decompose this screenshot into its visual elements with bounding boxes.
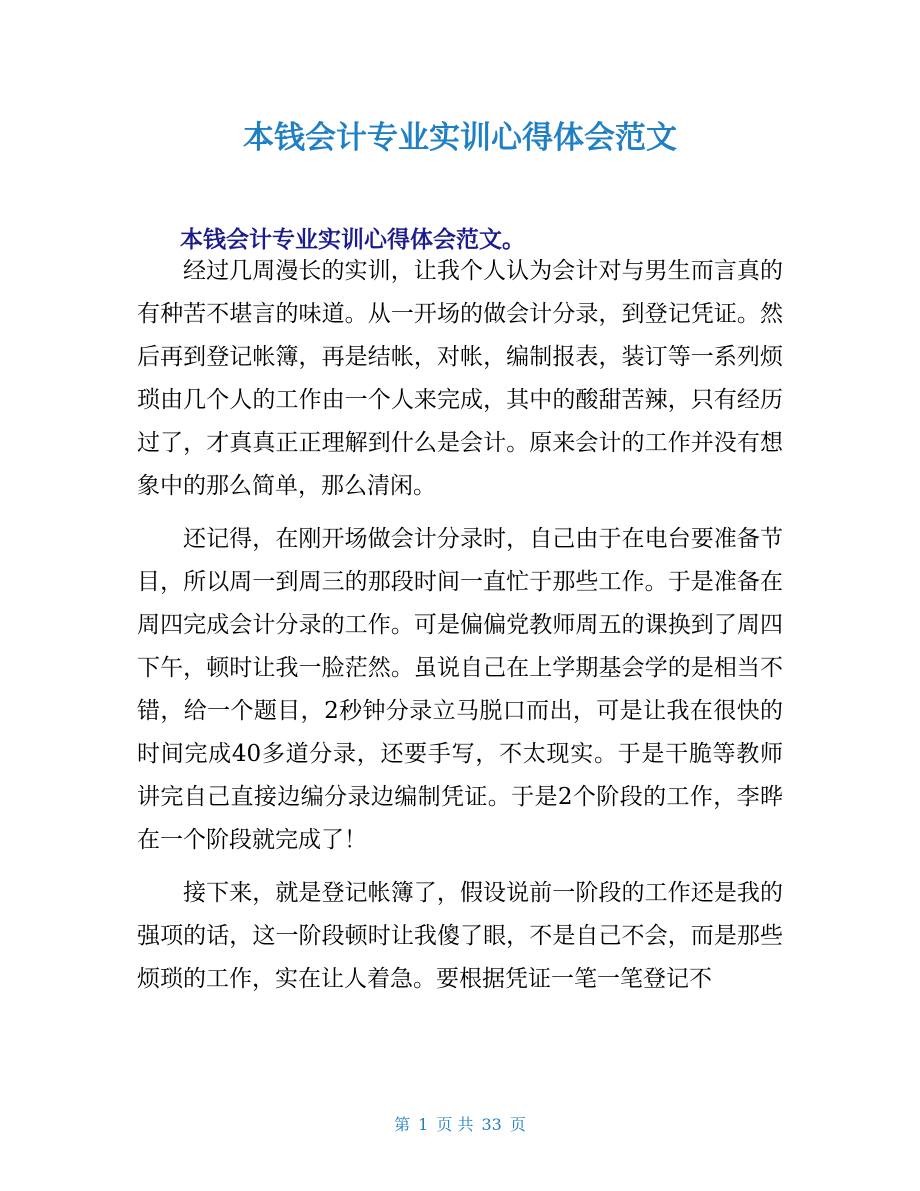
total-pages-number: 33 [481,1115,502,1134]
paragraph-3: 接下来，就是登记帐簿了，假设说前一阶段的工作还是我的强项的话，这一阶段顿时让我傻了眼，不是自己不会，而是那些烦琐的工作，实在让人着急。要根据凭证一笔一笔登记不 [137,880,783,992]
page-label-prefix: 第 [394,1115,411,1134]
paragraph-1: 经过几周漫长的实训，让我个人认为会计对与男生而言真的有种苦不堪言的味道。从一开场的做会计分录，到登记凭证。然后再到登记帐簿，再是结帐，对帐，编制报表，装订等一系列烦琐由几个人的工作由一个人来完成，其中的酸甜苦辣，只有经历过了，才真真正正理解到什么是会计。原来会计的工作并没有想象中的那么简单，那么清闲。 [137,258,783,499]
page-label-suffix: 页 [509,1115,526,1134]
page-footer [0,1113,920,1137]
current-page-number: 1 [418,1115,429,1134]
page-label-mid: 页 共 [436,1115,474,1134]
document-body [137,250,783,1001]
document-title: 本钱会计专业实训心得体会范文 [243,120,677,156]
document-subtitle: 本钱会计专业实训心得体会范文。 [180,227,525,253]
paragraph-2: 还记得，在刚开场做会计分录时，自己由于在电台要准备节目，所以周一到周三的那段时间一直忙于那些工作。于是准备在周四完成会计分录的工作。可是偏偏党教师周五的课换到了周四下午，顿时让我一脸茫然。虽说自己在上学期基会学的是相当不错，给一个题目，2秒钟分录立马脱口而出，可是让我在很快的时间完成40多道分录，还要手写，不太现实。于是干脆等教师讲完自己直接边编分录边编制凭证。于是2个阶段的工作，李晔在一个阶段就完成了！ [137,526,783,853]
